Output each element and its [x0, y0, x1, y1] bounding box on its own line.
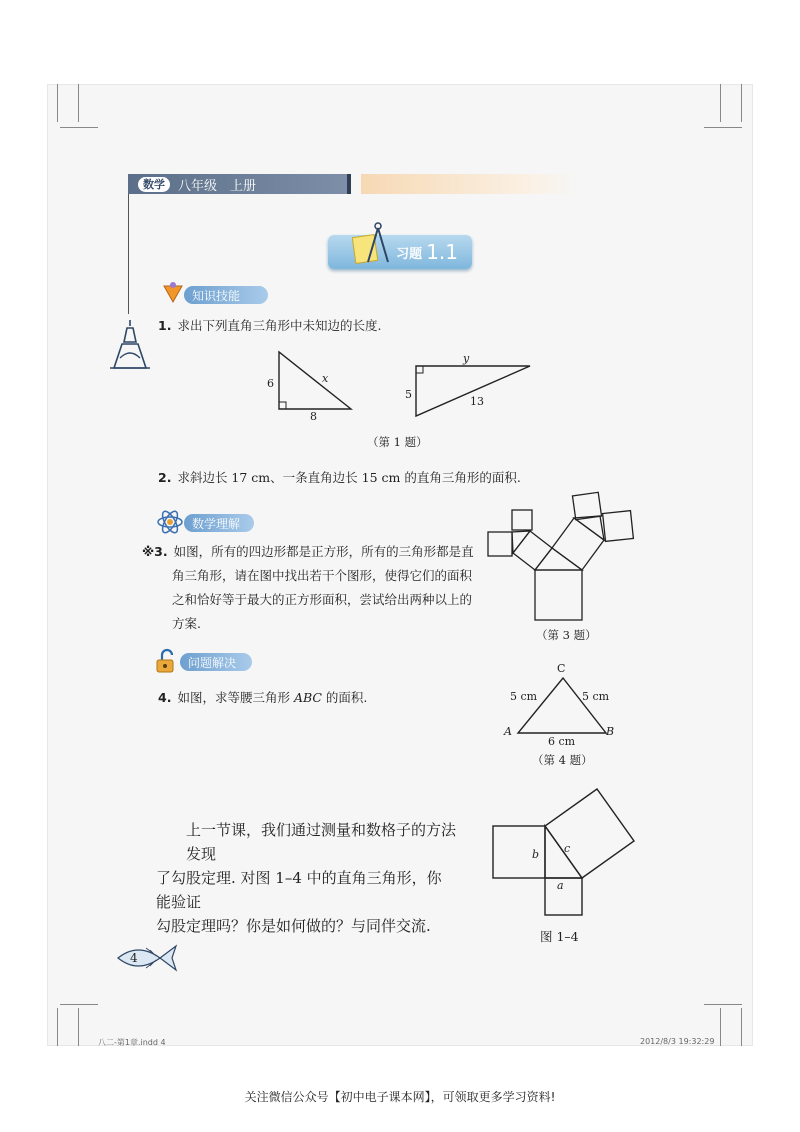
section-understanding	[184, 514, 254, 532]
intro-paragraph	[156, 818, 456, 938]
q4-vertex-c: C	[557, 662, 566, 675]
exercise-title	[328, 235, 472, 269]
question-number: 1.	[158, 318, 172, 333]
q1-left-hyp: x	[322, 372, 329, 385]
question-text: 如图，求等腰三角形	[177, 690, 294, 705]
crop-mark	[57, 84, 58, 122]
page-number: 4	[130, 951, 138, 965]
intro-line: 了勾股定理. 对图 1–4 中的直角三角形，你能验证	[156, 869, 442, 911]
exercise-number: 1.1	[426, 240, 458, 264]
footer-note: 关注微信公众号【初中电子课本网】，可领取更多学习资料!	[244, 1090, 556, 1104]
intro-line: 勾股定理吗？你是如何做的？与同伴交流.	[156, 917, 431, 935]
margin-rule	[128, 194, 129, 314]
q3-pythagoras-tree	[484, 488, 640, 624]
question-number: ※3.	[142, 544, 168, 559]
crop-mark	[57, 1008, 58, 1046]
q1-right-side-b: y	[463, 352, 470, 365]
q4-vertex-a: A	[504, 725, 512, 738]
intro-line: 上一节课，我们通过测量和数格子的方法发现	[186, 821, 457, 863]
question-number: 4.	[158, 690, 172, 705]
subject-badge: 数学	[138, 177, 170, 192]
crop-mark	[60, 127, 98, 128]
header-gradient	[361, 174, 576, 194]
question-text: 求出下列直角三角形中未知边的长度.	[177, 318, 382, 333]
question-text-line: 角三角形，请在图中找出若干个图形，使得它们的面积	[172, 568, 473, 583]
diamond-icon	[162, 280, 184, 304]
compass-icon	[352, 218, 392, 268]
crop-mark	[741, 1008, 742, 1046]
q4-left-side: 5 cm	[510, 690, 538, 703]
slug-right: 2012/8/3 19:32:29	[640, 1037, 715, 1046]
crop-mark	[720, 1008, 721, 1046]
q1-left-side-b: 8	[310, 410, 317, 423]
crop-mark	[720, 84, 721, 122]
question-text: 求斜边长 17 cm、一条直角边长 15 cm 的直角三角形的面积.	[177, 470, 521, 485]
unlock-icon	[154, 648, 180, 674]
section-problem-solving	[180, 653, 252, 671]
q3-caption: （第 3 题）	[536, 628, 597, 642]
figure-label-a: a	[557, 879, 564, 892]
crop-mark	[704, 127, 742, 128]
question-number: 2.	[158, 470, 172, 485]
crop-mark	[704, 1004, 742, 1005]
atom-icon	[156, 510, 184, 534]
q1-caption: （第 1 题）	[367, 435, 428, 449]
section-skills	[184, 286, 268, 304]
question-2	[158, 466, 578, 490]
question-3	[142, 540, 482, 636]
question-4	[158, 686, 478, 710]
crop-mark	[78, 84, 79, 122]
section-problem-solving-label: 问题解决	[188, 655, 237, 670]
q1-left-side-a: 6	[267, 377, 274, 390]
section-skills-label: 知识技能	[192, 288, 241, 303]
q1-right-hyp: 13	[470, 395, 484, 408]
q4-caption: （第 4 题）	[532, 753, 593, 767]
running-header	[128, 174, 351, 194]
q4-base: 6 cm	[548, 735, 576, 748]
q1-triangle-right	[410, 360, 540, 422]
question-text-line: 之和恰好等于最大的正方形面积，尝试给出两种以上的	[172, 592, 473, 607]
q4-right-side: 5 cm	[582, 690, 610, 703]
question-1	[158, 314, 558, 338]
q1-right-side-a: 5	[405, 388, 412, 401]
exercise-label: 习题	[396, 246, 423, 262]
question-text-line: 如图，所有的四边形都是正方形，所有的三角形都是直	[173, 544, 474, 559]
figure-label-c: c	[564, 842, 571, 855]
question-text-line: 方案.	[172, 616, 201, 631]
tower-icon	[110, 318, 150, 370]
q4-triangle	[510, 670, 614, 740]
figure-label-b: b	[532, 848, 540, 861]
q4-vertex-b: B	[606, 725, 615, 738]
crop-mark	[741, 84, 742, 122]
book-title: 八年级 上册	[178, 178, 257, 194]
crop-mark	[78, 1008, 79, 1046]
fish-page-badge-icon	[114, 940, 180, 976]
triangle-name: ABC	[293, 690, 322, 705]
section-understanding-label: 数学理解	[192, 516, 241, 531]
question-text: 的面积.	[321, 690, 368, 705]
crop-mark	[60, 1004, 98, 1005]
figure-caption: 图 1–4	[540, 929, 579, 944]
slug-left: 八二-第1章.indd 4	[98, 1038, 166, 1047]
